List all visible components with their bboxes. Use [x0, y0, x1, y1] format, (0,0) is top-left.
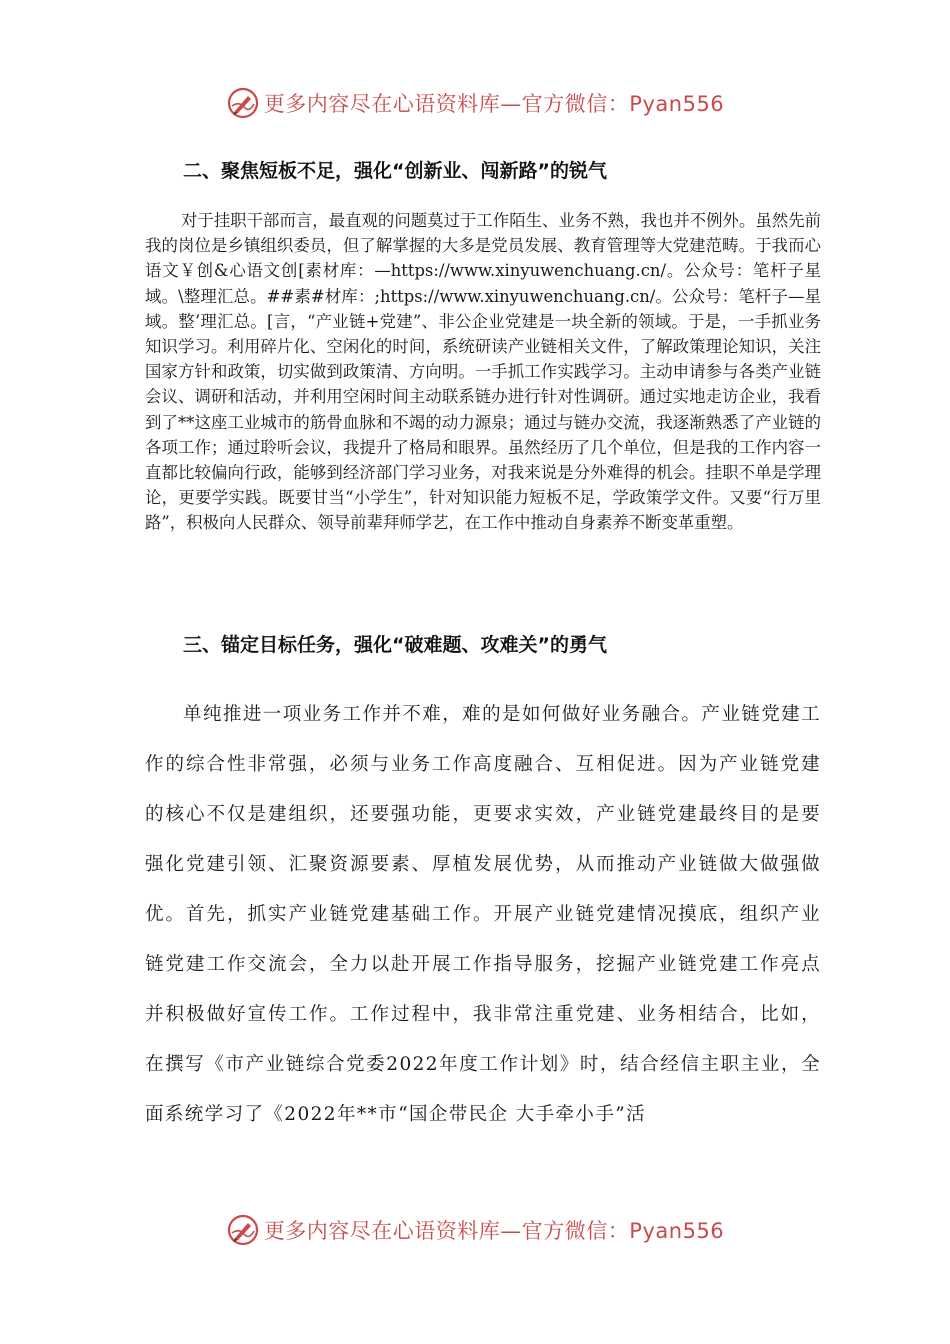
pen-logo-icon: [226, 86, 260, 120]
section-paragraph-2: 对于挂职干部而言，最直观的问题莫过于工作陌生、业务不熟，我也并不例外。虽然先前我的岗位是乡镇组织委员，但了解掌握的大多是党员发展、教育管理等大党建范畴。于我而心语文￥创&心语文创[素材库：—https://www.xinyuwenchuang.cn/。公众号：笔杆子星域。\整理汇总。##素#材库：;https://www.xinyuwenchuang.cn/。公众号：笔杆子—星域。整’理汇总。[言，“产业链+党建”、非公企业党建是一块全新的领域。于是，一手抓业务知识学习。利用碎片化、空闲化的时间，系统研读产业链相关文件，了解政策理论知识，关注国家方针和政策，切实做到政策清、方向明。一手抓工作实践学习。主动申请参与各类产业链会议、调研和活动，并利用空闲时间主动联系链办进行针对性调研。通过实地走访企业，我看到了**这座工业城市的筋骨血脉和不竭的动力源泉；通过与链办交流，我逐渐熟悉了产业链的各项工作；通过聆听会议，我提升了格局和眼界。虽然经历了几个单位，但是我的工作内容一直都比较偏向行政，能够到经济部门学习业务，对我来说是分外难得的机会。挂职不单是学理论，更要学实践。既要甘当“小学生”，针对知识能力短板不足，学政策学文件。又要“行万里路”，积极向人民群众、领导前辈拜师学艺，在工作中推动自身素养不断变革重塑。: [145, 211, 821, 533]
pen-logo-icon: [226, 1213, 260, 1247]
header-banner: [0, 85, 950, 121]
section-heading-3: 三、锚定目标任务，强化“破难题、攻难关”的勇气: [183, 634, 607, 656]
footer-banner: [0, 1212, 950, 1248]
banner-text: 更多内容尽在心语资料库—官方微信：Pyan556: [263, 1219, 725, 1243]
section-paragraph-3: 单纯推进一项业务工作并不难，难的是如何做好业务融合。产业链党建工作的综合性非常强，必须与业务工作高度融合、互相促进。因为产业链党建的核心不仅是建组织，还要强功能，更要求实效，产业链党建最终目的是要强化党建引领、汇聚资源要素、厚植发展优势，从而推动产业链做大做强做优。首先，抓实产业链党建基础工作。开展产业链党建情况摸底，组织产业链党建工作交流会，全力以赴开展工作指导服务，挖掘产业链党建工作亮点并积极做好宣传工作。工作过程中，我非常注重党建、业务相结合，比如，在撰写《市产业链综合党委2022年度工作计划》时，结合经信主职主业，全面系统学习了《2022年**市“国企带民企 大手牵小手”活: [145, 704, 821, 1125]
section-heading-2: 二、聚焦短板不足，强化“创新业、闯新路”的锐气: [183, 160, 607, 182]
banner-text: 更多内容尽在心语资料库—官方微信：Pyan556: [263, 92, 725, 116]
